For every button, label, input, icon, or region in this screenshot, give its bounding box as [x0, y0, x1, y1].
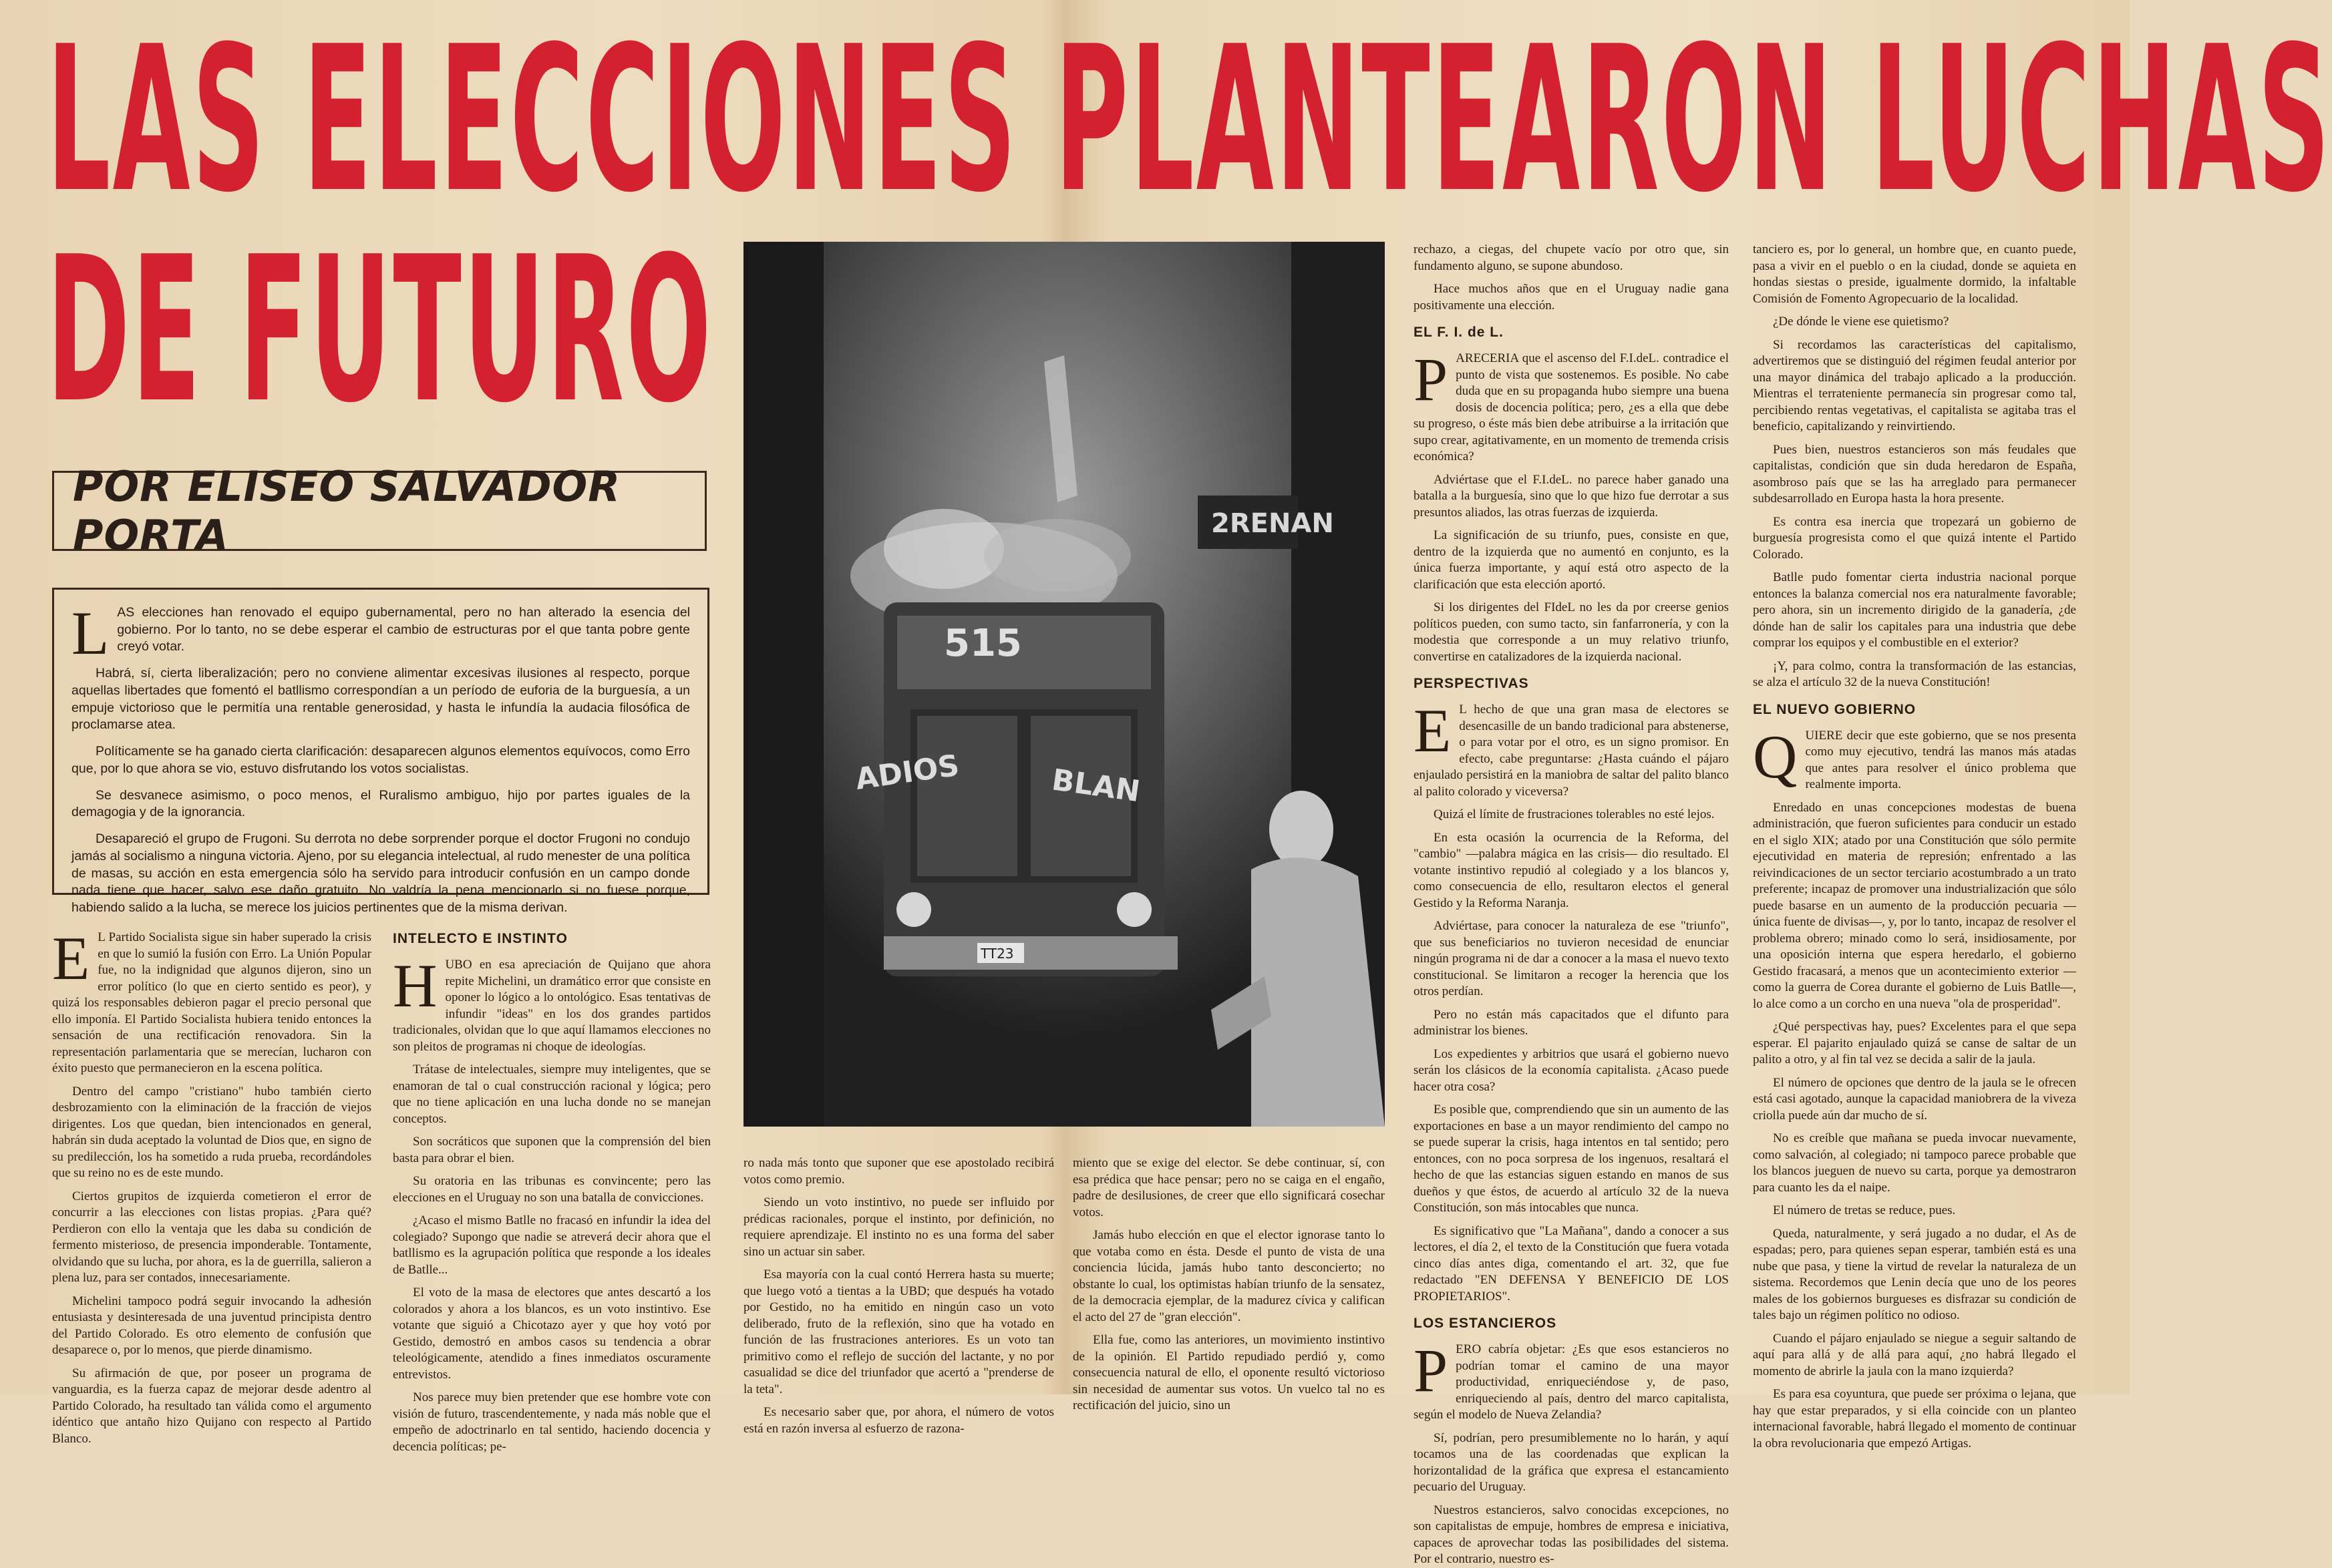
dropcap: E: [52, 924, 90, 992]
intro-paragraph: Desapareció el grupo de Frugoni. Su derrota no debe sorprender porque el doctor Frugoni no condujo jamás al socialismo a ninguna victoria. Ajeno, por su elegancia intelectual, al rudo menester de una política de masas, su acción en esta emergencia sólo ha servido para introducir confusión en un campo donde nada tiene que hacer, salvo ese daño gratuito. No valdría la pena mencionarlo si no fuese porque, habiendo salido a la lucha, se merece los juicios pertinentes que de la misma derivan.: [71, 831, 690, 916]
paragraph: [1413, 697, 1729, 800]
paragraph: El número de tretas se reduce, pues.: [1773, 1203, 1956, 1218]
column-1: [52, 924, 371, 1446]
dropcap: Q: [1753, 722, 1798, 791]
intro-paragraph: Se desvanece asimismo, o poco menos, el Ruralismo ambiguo, hijo por partes iguales de la demagogia y de la ignorancia.: [71, 787, 690, 820]
paragraph: Cuando el pájaro enjaulado se niegue a seguir saltando de aquí para allá y de allá para aquí, ¿no habrá llegado el momento de abrirle la jaula con la mano izquierda?: [1753, 1331, 2076, 1378]
paragraph: rechazo, a ciegas, del chupete vacío por otro que, sin fundamento alguno, se supone abundoso.: [1413, 242, 1729, 273]
paragraph-text: UBO en esa apreciación de Quijano que ahora repite Michelini, un dramático error que consiste en oponer lo lógico a lo ontológico. Esas tentativas de infundir "ideas" en los dos grandes partidos tradicionales, olvidan que lo que aquí llamamos elecciones no son pleitos de programas ni choque de ideologías.: [393, 958, 711, 1054]
section-heading: INTELECTO E INSTINTO: [393, 931, 568, 946]
paragraph: Es contra esa inercia que tropezará un gobierno de burguesía progresista como el que quizá intente el Partido Colorado.: [1753, 514, 2076, 562]
paragraph: Esa mayoría con la cual contó Herrera hasta su muerte; que luego votó a tientas a la UBD; que después ha votado por Gestido, no ha emitido en ningún caso un voto deliberado, fruto de la reflexión, sino que ha votado en función de las frustraciones anteriores. Es un voto tan primitivo como el reflejo de succión del lactante, y no por casualidad se dice del triunfador que acertó a "prenderse de la teta".: [743, 1267, 1054, 1396]
paragraph: Ella fue, como las anteriores, un movimiento instintivo de la opinión. El Partido repudiado perdió y, como consecuencia natural de ello, el oponente resultó victorioso sin necesidad de aumentar sus votos. Un vuelco tal no es rectificación del juicio, sino un: [1073, 1333, 1385, 1412]
paragraph: [393, 952, 711, 1055]
paragraph: miento que se exige del elector. Se debe continuar, sí, con esa prédica que hace pensar; pero no se caiga en el engaño, padre de desilusiones, de creer que ello significará cosechar votos.: [1073, 1156, 1385, 1219]
paragraph: Es necesario saber que, por ahora, el número de votos está en razón inversa al esfuerzo de razona-: [743, 1405, 1054, 1436]
bus-plate: TT23: [981, 946, 1014, 962]
intro-paragraph: Habrá, sí, cierta liberalización; pero no conviene alimentar excesivas ilusiones al respecto, porque aquellas libertades que fomentó el batllismo correspondían a un período de euforia de la burguesía, a un empuje victorioso que le permitía una rentable generosidad, y hasta le infundía la audacia filosófica de proclamarse atea.: [71, 666, 690, 733]
building-sign: 2RENAN: [1211, 508, 1334, 539]
paragraph: Michelini tampoco podrá seguir invocando la adhesión entusiasta y desinteresada de una juventud principista dentro del Partido Colorado. Es otro elemento de confusión que desaparece o, por lo menos, que pierde dinamismo.: [52, 1294, 371, 1357]
paragraph: Su afirmación de que, por poseer un programa de vanguardia, es la fuerza capaz de mejorar desde adentro al Partido Colorado, ha resultado tan válida como el argumento idéntico que antaño hizo Quijano con respecto al Partido Blanco.: [52, 1366, 371, 1446]
paragraph: Jamás hubo elección en que el elector ignorase tanto lo que votaba como en ésta. Desde el punto de vista de una conciencia lúcida, jamás hubo tanto desconcierto; no obstante lo cual, los optimistas habían triunfo de la sensatez, de la democracia ejemplar, de la madurez cívica y califican el acto del 27 de "gran elección".: [1073, 1228, 1385, 1324]
paragraph: [1413, 345, 1729, 465]
dropcap: P: [1413, 1336, 1448, 1405]
paragraph-text: L hecho de que una gran masa de electores se desencasille de un bando tradicional para abstenerse, o para votar por el otro, es un signo promisor. En efecto, cabe preguntarse: ¿Hasta cuándo el pájaro enjaulado persistirá en la maniobra de saltar del palito blanco al palito colorado y viceversa?: [1413, 703, 1729, 799]
column-5: [1413, 242, 1729, 1567]
paragraph-text: ARECERIA que el ascenso del F.I.deL. contradice el punto de vista que sostenemos. Es posible. No cabe duda que en su propaganda hubo siempre una buena dosis de docencia política; pero, ¿es a ella que debe su progreso, o éste más bien debe atribuirse a la irritación que supo crear, agitativamente, en un momento de tremenda crisis económica?: [1413, 351, 1729, 464]
headline-line2: DE FUTURO: [47, 214, 713, 447]
paragraph: Es para esa coyuntura, que puede ser próxima o lejana, que hay que estar preparados, y si ella coincide con un planteo internacional favorable, habrá llegado el momento de continuar la obra revolucionaria que empezó Artigas.: [1753, 1387, 2076, 1450]
intro-paragraph: [71, 599, 690, 667]
paragraph: ¡Y, para colmo, contra la transformación de las estancias, se alza el artículo 32 de la nueva Constitución!: [1753, 658, 2076, 689]
paragraph: Si los dirigentes del FIdeL no les da por creerse genios políticos pueden, con sumo tacto, sin fanfarronería, y con la modestia que corresponde a un muy relativo triunfo, convertirse en catalizadores de la izquierda nacional.: [1413, 600, 1729, 664]
paragraph: [52, 924, 371, 1077]
dropcap: E: [1413, 697, 1452, 765]
paragraph: Es posible que, comprendiendo que sin un aumento de las exportaciones en base a un mayor rendimiento del campo no se puede superar la crisis, haga intentos en tal sentido; pero entonces, con no poca sorpresa de los ingenuos, resaltará el hecho de que las estancias siguen estando en manos de sus dueños y que éstos, de acuerdo al artículo 32 de la nueva Constitución, son más intocables que nunca.: [1413, 1103, 1729, 1215]
section-heading: EL NUEVO GOBIERNO: [1753, 701, 1917, 717]
paragraph: Los expedientes y arbitrios que usará el gobierno nuevo serán los clásicos de la economía capitalista. ¿Acaso puede hacer otra cosa?: [1413, 1046, 1729, 1094]
paragraph: Quizá el límite de frustraciones tolerables no esté lejos.: [1434, 807, 1715, 822]
intro-text: AS elecciones han renovado el equipo gubernamental, pero no han alterado la esencia del gobierno. Por lo tanto, no se debe esperar el cambio de estructuras por el que tanta pobre gente creyó votar.: [117, 605, 690, 654]
column-2: [393, 920, 711, 1454]
paragraph: La significación de su triunfo, pues, consiste en que, dentro de la izquierda que no aumentó en conjunto, es la única fuerza importante, y aquí está otro aspecto de la clarificación que esta elección aportó.: [1413, 528, 1729, 592]
paragraph-text: ERO cabría objetar: ¿Es que esos estancieros no podrían tomar el camino de una mayor productividad, enriqueciéndose y, de paso, enriqueciendo al país, dentro del marco capitalista, según el modelo de Nueva Zelandia?: [1413, 1342, 1729, 1422]
byline-text: POR ELISEO SALVADOR PORTA: [73, 462, 621, 560]
section-heading: EL F. I. de L.: [1413, 325, 1504, 340]
dropcap: P: [1413, 345, 1448, 414]
paragraph: Pues bien, nuestros estancieros son más feudales que capitalistas, condición que sin duda heredaron de España, asombroso país que se las ha arreglado para permanecer subdesarrollado en Europa hasta la hora presente.: [1753, 442, 2076, 506]
paragraph: Hace muchos años que en el Uruguay nadie gana positivamente una elección.: [1413, 282, 1729, 313]
section-heading: PERSPECTIVAS: [1413, 676, 1529, 692]
paragraph: Pero no están más capacitados que el difunto para administrar los bienes.: [1413, 1007, 1729, 1038]
paragraph: Queda, naturalmente, y será jugado a no dudar, el As de espadas; pero, para quienes sepan esperar, también está es una nube que pasa, y tiene la virtud de revelar la naturaleza de un sistema. Recordemos que Lenin decía que uno de los peores males de los gobiernos burgueses es disfrazar su condición de tales bajo un régimen político no odioso.: [1753, 1226, 2076, 1323]
paragraph: El voto de la masa de electores que antes descartó a los colorados y ahora a los blancos, es un voto instintivo. Ese votante que siguió a Chicotazo ayer y que hoy votó por Gestido, demostró en ambos casos su tendencia a obrar teleológicamente, atendido a fines inmediatos oscuramente entrevistos.: [393, 1286, 711, 1382]
paragraph: Adviértase que el F.I.deL. no parece haber ganado una batalla a la burguesía, sino que lo que hizo fue derrotar a sus presuntos aliados, las otras fuerzas de izquierda.: [1413, 472, 1729, 520]
paragraph: Ciertos grupitos de izquierda cometieron el error de concurrir a las elecciones con listas propias. ¿Para qué? Perdieron con ello la ventaja que les daba su condición de fermento misterioso, de presencia imponderable. Tontamente, olvidando que su lucha, por ahora, es la de guerrilla, salieron a plena luz, para ser contados, innecesariamente.: [52, 1189, 371, 1285]
paragraph: Adviértase, para conocer la naturaleza de ese "triunfo", que sus beneficiarios no tuvieron necesidad de enunciar ningún programa ni de dar a conocer a la masa el nuevo texto constitucional. Se limitaron a recoger la herencia que los otros perdían.: [1413, 919, 1729, 999]
paragraph: ¿Qué perspectivas hay, pues? Excelentes para el que sepa esperar. El pajarito enjaulado quizá se canse de saltar de un palito a otro, y al fin tal vez se decida a salir de la jaula.: [1753, 1020, 2076, 1067]
dropcap: H: [393, 952, 438, 1020]
bus-number: 515: [944, 622, 1022, 665]
paragraph: Batlle pudo fomentar cierta industria nacional porque entonces la balanza comercial nos era naturalmente favorable; pero ahora, sin un incremento dirigido de la ganadería, ¿de dónde han de salir los capitales para una industria que debe comprar los equipos y el combustible en el exterior?: [1753, 570, 2076, 650]
paragraph: [1413, 1336, 1729, 1424]
dropcap: L: [71, 599, 110, 667]
paragraph: Trátase de intelectuales, siempre muy inteligentes, que se enamoran de tal o cual construcción racional y lógica; pero que no tiene aplicación en una lucha donde no se manejan conceptos.: [393, 1062, 711, 1126]
paragraph: Enredado en unas concepciones modestas de buena administración, que fueron suficientes para conducir un estado en el siglo XIX; atado por una Constitución que sólo permite ejecutividad en materia de represión; enfrentado a las reivindicaciones de un sector terciario acostumbrado a un trato preferente; incapaz de promover una industrialización que sólo puede basarse en un aumento de la producción pecuaria —única fuente de divisas—, y, por lo tanto, incapaz de resolver el problema obrero; minado como lo será, insidiosamente, por una oposición interna que espera heredarlo, el gobierno Gestido fracasará, a menos que un acontecimiento exterior —como la guerra de Corea durante el gobierno de Luis Batlle—, lo alce como a un corcho en una nueva "ola de prosperidad".: [1753, 800, 2076, 1011]
intro-box: [52, 588, 709, 916]
headline-line1: LAS ELECCIONES PLANTEARON LUCHAS: [47, 3, 2332, 236]
byline-box: [52, 462, 707, 560]
paragraph: ¿Acaso el mismo Batlle no fracasó en infundir la idea del colegiado? Supongo que nadie se atreverá decir ahora que el batllismo es la agrupación política que responde a los ideales de Batlle...: [393, 1213, 711, 1277]
paragraph: Nuestros estancieros, salvo conocidas excepciones, no son capitalistas de empuje, hombres de empresa e iniciativa, capaces de aprovechar todas las posibilidades del sistema. Por el contrario, nuestro es-: [1413, 1503, 1729, 1567]
intro-paragraph: Políticamente se ha ganado cierta clarificación: desaparecen algunos elementos equívocos, como Erro que, por lo que ahora se vio, estuvo disfrutando los votos socialistas.: [71, 744, 690, 776]
paragraph: ro nada más tonto que suponer que ese apostolado recibirá votos como premio.: [743, 1156, 1054, 1187]
street-celebration-photo: [743, 242, 1385, 1127]
paragraph: Si recordamos las características del capitalismo, advertiremos que se distinguió del régimen feudal anterior por una mayor dinámica del trabajo aplicado a la producción. Mientras el terrateniente permanecía sin progresar como tal, percibiendo rentas vegetativas, el capitalista se agitaba tras el beneficio, capitalizando y reinvirtiendo.: [1753, 337, 2076, 433]
paragraph-text: UIERE decir que este gobierno, que se nos presenta como muy ejecutivo, tendrá las manos más atadas que antes para resolver el único problema que realmente importa.: [1805, 728, 2076, 792]
paragraph: Son socráticos que suponen que la comprensión del bien basta para obrar el bien.: [393, 1135, 711, 1165]
column-3: [743, 1155, 1054, 1436]
photo-illustration: [743, 242, 1385, 1127]
paragraph: Siendo un voto instintivo, no puede ser influido por prédicas racionales, porque el instinto, por definición, no requiere aprendizaje. El instinto no es una forma del saber sino un actuar sin saber.: [743, 1195, 1054, 1259]
paragraph: [1753, 722, 2076, 793]
column-6: [1753, 242, 2076, 1450]
paragraph: Es significativo que "La Mañana", dando a conocer a sus lectores, el día 2, el texto de la Constitución que fuera votada cinco días antes diga, comentando el art. 32, que fue redactado "EN DEFENSA Y BENEFICIO DE LOS PROPIETARIOS".: [1413, 1223, 1729, 1304]
banner-adios: ADIOS: [853, 748, 962, 797]
paragraph: Nos parece muy bien pretender que ese hombre vote con visión de futuro, trascendentemente, y nada más noble que el empeño de adoctrinarlo en tal sentido, haciendo docencia y decencia políticas; pe-: [393, 1390, 711, 1454]
paragraph: ¿De dónde le viene ese quietismo?: [1773, 315, 1949, 329]
paragraph-text: L Partido Socialista sigue sin haber superado la crisis en que lo sumió la fusión con Erro. La Unión Popular fue, no la indignidad que algunos dijeron, sino un error político (lo que en cierto sentido es peor), y quizá los responsables debieron pagar el precio personal que ello imponía. El Partido Socialista hubiera tenido entonces la sensación de una rectificación renovadora. Sin la representación parlamentaria que se merecían, lucharon con éxito puesto que permanecieron en la escena política.: [52, 930, 371, 1075]
paragraph: Su oratoria en las tribunas es convincente; pero las elecciones en el Uruguay no son una batalla de convicciones.: [393, 1174, 711, 1205]
paragraph: No es creíble que mañana se pueda invocar nuevamente, como salvación, al colegiado; ni tampoco parece probable que los blancos jueguen de nuevo su carta, porque ya demostraron para cuanto les da el naipe.: [1753, 1131, 2076, 1195]
paragraph: El número de opciones que dentro de la jaula se le ofrecen está casi agotado, aunque la capacidad maniobrera de la viveza criolla puede aún dar mucho de sí.: [1753, 1075, 2076, 1123]
paragraph: Dentro del campo "cristiano" hubo también cierto desbrozamiento con la eliminación de la fracción de viejos dirigentes. Los que quedan, bien intencionados en general, habrán sin duda aceptado la voluntad de Dios que, en signo de su predilección, los ha sometido a ruda prueba, recordándoles que su reino no es de este mundo.: [52, 1084, 371, 1180]
section-heading: LOS ESTANCIEROS: [1413, 1316, 1557, 1332]
column-4: [1073, 1155, 1385, 1412]
paragraph: En esta ocasión la ocurrencia de la Reforma, del "cambio" —palabra mágica en las crisis— dio resultado. El votante instintivo repudió al colegiado y a los blancos y, como consecuencia de ello, resultaron electos el general Gestido y la Reforma Naranja.: [1413, 830, 1729, 910]
banner-blan: BLAN: [1049, 763, 1142, 809]
paragraph: tanciero es, por lo general, un hombre que, en cuanto puede, pasa a vivir en el pueblo o en la ciudad, donde se aquieta en hondas siestas o preside, igualmente dormido, la infaltable Comisión de Fomento Agropecuario de la localidad.: [1753, 242, 2076, 306]
paragraph: Sí, podrían, pero presumiblemente no lo harán, y aquí tocamos una de las coordenadas que explican la horizontalidad de la gráfica que expresa el estancamiento pecuario del Uruguay.: [1413, 1430, 1729, 1495]
